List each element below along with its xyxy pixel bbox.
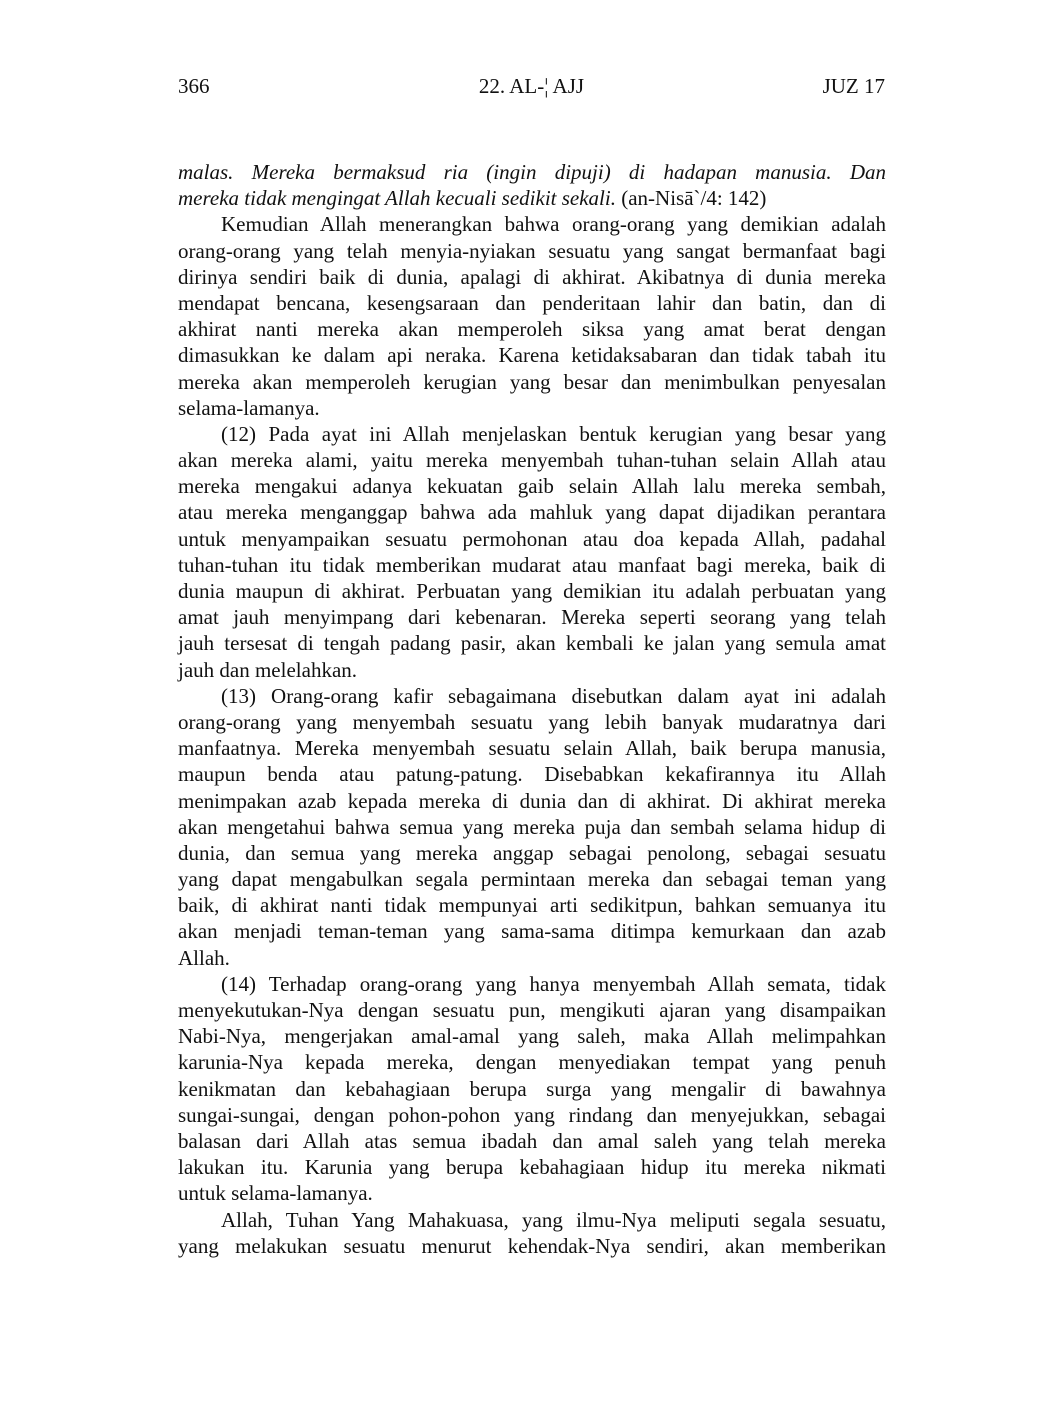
- paragraph: [178, 683, 886, 971]
- text-line: selama-lamanya.: [178, 395, 320, 420]
- text-line: untuk selama-lamanya.: [178, 1181, 373, 1206]
- text-line: (12) Pada ayat ini Allah menjelaskan bentuk kerugian yang besar yang: [221, 421, 886, 446]
- paragraph: [178, 1207, 886, 1259]
- text-line: (14) Terhadap orang-orang yang hanya menyembah Allah semata, tidak: [221, 971, 886, 996]
- text-line: akan mengetahui bahwa semua yang mereka puja dan sembah selama hidup di: [178, 814, 886, 839]
- text-line: orang-orang yang menyembah sesuatu yang lebih banyak mudaratnya dari: [178, 709, 886, 734]
- paragraph: [178, 211, 886, 421]
- text-line: dunia maupun di akhirat. Perbuatan yang demikian itu adalah perbuatan yang: [178, 579, 886, 603]
- quote-citation: (an-Nisā`/4: 142): [615, 186, 767, 211]
- text-line: tuhan-tuhan itu tidak memberikan mudarat atau manfaat bagi mereka, baik di: [178, 552, 886, 577]
- text-line: untuk menyampaikan sesuatu permohonan atau doa kepada Allah, padahal: [178, 526, 886, 551]
- text-line: jauh dan melelahkan.: [178, 657, 358, 682]
- text-line: mereka akan memperoleh kerugian yang besar dan menimbulkan penyesalan: [178, 369, 886, 394]
- text-line: Allah, Tuhan Yang Mahakuasa, yang ilmu-Nya meliputi segala sesuatu,: [221, 1207, 886, 1232]
- text-line: yang dapat mengabulkan segala permintaan mereka dan sebagai teman yang: [178, 867, 886, 892]
- text-line: sungai-sungai, dengan pohon-pohon yang rindang dan menyejukkan, sebagai: [178, 1102, 886, 1127]
- text-line: Allah.: [178, 945, 230, 970]
- text-line: dimasukkan ke dalam api neraka. Karena ketidaksabaran dan tidak tabah itu: [178, 343, 886, 368]
- text-line: yang melakukan sesuatu menurut kehendak-Nya sendiri, akan memberikan: [178, 1233, 886, 1258]
- text-line: baik, di akhirat nanti tidak mempunyai arti sedikitpun, bahkan semuanya itu: [178, 893, 886, 918]
- text-line: jauh tersesat di tengah padang pasir, akan kembali ke jalan yang semula amat: [178, 631, 886, 656]
- text-line: amat jauh menyimpang dari kebenaran. Mereka seperti seorang yang telah: [178, 605, 886, 630]
- text-line: Nabi-Nya, mengerjakan amal-amal yang saleh, maka Allah melimpahkan: [178, 1024, 886, 1049]
- text-line: manfaatnya. Mereka menyembah sesuatu selain Allah, baik berupa manusia,: [178, 736, 886, 761]
- body-text: [178, 159, 886, 1259]
- text-line: dirinya sendiri baik di dunia, apalagi di akhirat. Akibatnya di dunia mereka: [178, 264, 886, 289]
- text-line: atau mereka menganggap bahwa ada mahluk yang dapat dijadikan perantara: [178, 500, 886, 525]
- text-line: akan menjadi teman-teman yang sama-sama ditimpa kemurkaan dan azab: [178, 919, 886, 944]
- chapter-title: 22. AL-¦ AJJ: [478, 74, 585, 98]
- text-line: maupun benda atau patung-patung. Disebabkan kekafirannya itu Allah: [178, 762, 886, 787]
- text-line: akan mereka alami, yaitu mereka menyembah tuhan-tuhan selain Allah atau: [178, 448, 886, 473]
- paragraph: [178, 421, 886, 683]
- quote-line: malas. Mereka bermaksud ria (ingin dipuji) di hadapan manusia. Dan: [178, 160, 886, 184]
- text-line: mereka mengakui adanya kekuatan gaib selain Allah lalu mereka sembah,: [178, 474, 886, 499]
- text-line: dunia, dan semua yang mereka anggap sebagai penolong, sebagai sesuatu: [178, 840, 886, 865]
- text-line: Kemudian Allah menerangkan bahwa orang-orang yang demikian adalah: [221, 212, 886, 237]
- text-line: menimpakan azab kepada mereka di dunia dan di akhirat. Di akhirat mereka: [178, 788, 886, 813]
- juz-label: JUZ 17: [822, 74, 885, 98]
- text-line: menyekutukan-Nya dengan sesuatu pun, mengikuti ajaran yang disampaikan: [178, 998, 886, 1022]
- text-line: kenikmatan dan kebahagiaan berupa surga yang mengalir di bawahnya: [178, 1076, 886, 1101]
- page-number: 366: [178, 74, 210, 98]
- text-line: mendapat bencana, kesengsaraan dan penderitaan lahir dan batin, dan di: [178, 290, 886, 315]
- quote-text: mereka tidak mengingat Allah kecuali sedikit sekali.: [178, 186, 616, 211]
- text-line: orang-orang yang telah menyia-nyiakan sesuatu yang sangat bermanfaat bagi: [178, 238, 886, 263]
- text-line: (13) Orang-orang kafir sebagaimana disebutkan dalam ayat ini adalah: [221, 683, 886, 708]
- quote-line: [178, 185, 886, 211]
- text-line: akhirat nanti mereka akan memperoleh siksa yang amat berat dengan: [178, 317, 886, 342]
- text-line: karunia-Nya kepada mereka, dengan menyediakan tempat yang penuh: [178, 1050, 886, 1075]
- text-line: lakukan itu. Karunia yang berupa kebahagiaan hidup itu mereka nikmati: [178, 1155, 886, 1180]
- text-line: balasan dari Allah atas semua ibadah dan amal saleh yang telah mereka: [178, 1128, 886, 1153]
- paragraph: [178, 971, 886, 1207]
